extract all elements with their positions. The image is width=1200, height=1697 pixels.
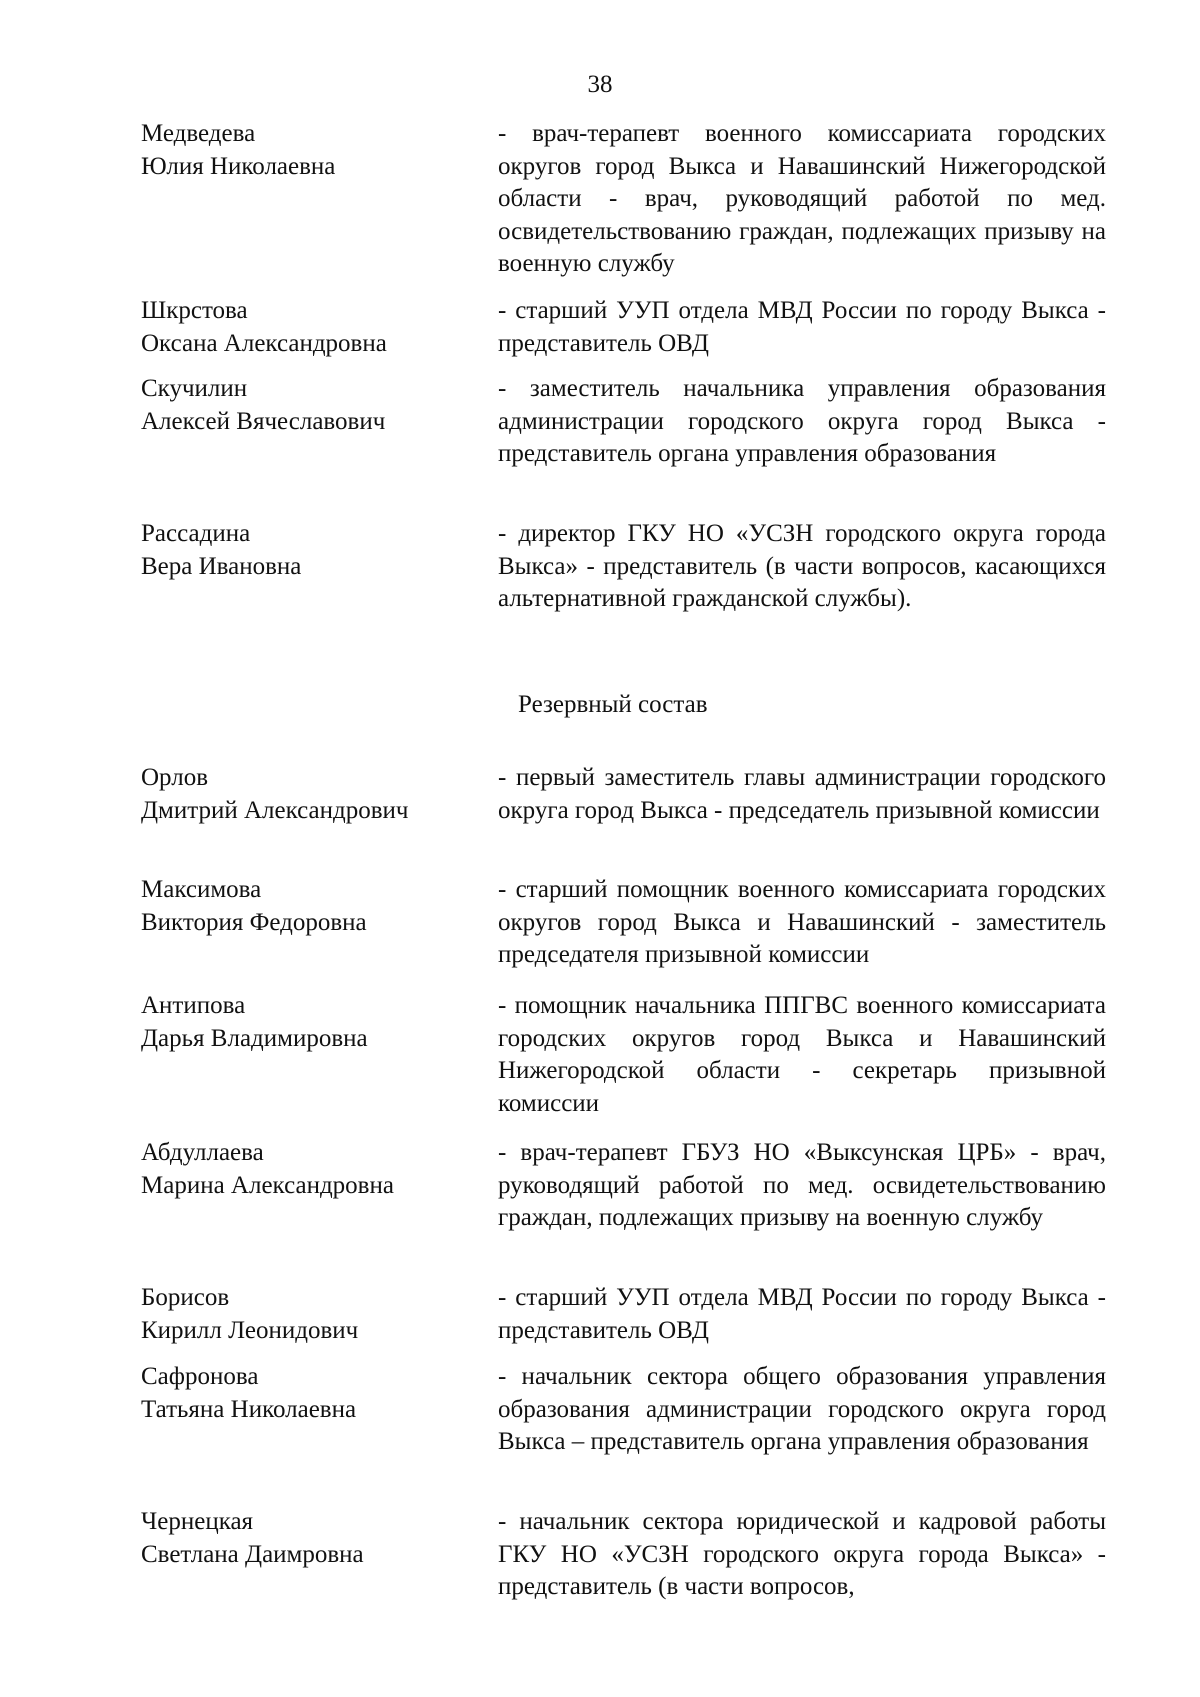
member-given-name: Дмитрий Александрович [141,796,409,824]
member-surname: Шкрстова [141,297,248,324]
member-name [141,518,481,583]
member-surname: Абдуллаева [141,1139,264,1166]
page-number: 38 [587,71,613,98]
member-role: - начальник сектора юридической и кадровой работы ГКУ НО «УСЗН городского округа города Выкса» - представитель (в части вопросов, [498,1508,1106,1600]
member-role: - старший УУП отдела МВД России по городу Выкса - представитель ОВД [498,1284,1106,1344]
member-name [141,1361,481,1426]
member-given-name: Юлия Николаевна [141,152,336,180]
member-surname: Чернецкая [141,1508,254,1535]
member-given-name: Марина Александровна [141,1171,394,1199]
member-name [141,762,481,827]
member-surname: Орлов [141,764,209,791]
member-role: - первый заместитель главы администрации городского округа город Выкса - председатель призывной комиссии [498,764,1106,824]
section-title-reserve: Резервный состав [518,691,708,718]
member-name [141,990,481,1055]
member-role: - врач-терапевт военного комиссариата городских округов город Выкса и Навашинский Нижегородской области - врач, руководящий работой по мед. освидетельствованию граждан, подлежащих призыву на военную службу [498,120,1106,277]
member-name [141,295,481,360]
member-role: - старший УУП отдела МВД России по городу Выкса - представитель ОВД [498,297,1106,357]
member-role: - заместитель начальника управления образования администрации городского округа город Выкса - представитель органа управления образования [498,375,1106,467]
member-role: - начальник сектора общего образования управления образования администрации городского округа город Выкса – представитель органа управления образования [498,1363,1106,1455]
member-name [141,1282,481,1347]
member-name [141,874,481,939]
member-given-name: Дарья Владимировна [141,1024,368,1052]
member-given-name: Оксана Александровна [141,329,387,357]
member-given-name: Светлана Даимровна [141,1540,364,1568]
member-name [141,118,481,183]
member-given-name: Кирилл Леонидович [141,1316,359,1344]
member-role: - помощник начальника ППГВС военного комиссариата городских округов город Выкса и Навашинский Нижегородской области - секретарь призывной комиссии [498,992,1106,1117]
member-surname: Антипова [141,992,246,1019]
member-role: - старший помощник военного комиссариата городских округов город Выкса и Навашинский - заместитель председателя призывной комиссии [498,876,1106,968]
member-surname: Скучилин [141,375,248,402]
member-given-name: Татьяна Николаевна [141,1395,357,1423]
member-surname: Рассадина [141,520,251,547]
member-name [141,1137,481,1202]
member-name [141,1506,481,1571]
member-surname: Борисов [141,1284,230,1311]
member-surname: Максимова [141,876,262,903]
member-role: - директор ГКУ НО «УСЗН городского округа города Выкса» - представитель (в части вопросов, касающихся альтернативной гражданской службы). [498,520,1106,612]
member-given-name: Виктория Федоровна [141,908,367,936]
member-given-name: Вера Ивановна [141,552,302,580]
member-surname: Сафронова [141,1363,259,1390]
member-given-name: Алексей Вячеславович [141,407,386,435]
member-surname: Медведева [141,120,256,147]
member-role: - врач-терапевт ГБУЗ НО «Выксунская ЦРБ» - врач, руководящий работой по мед. освидетельствованию граждан, подлежащих призыву на военную службу [498,1139,1106,1231]
member-name [141,373,481,438]
